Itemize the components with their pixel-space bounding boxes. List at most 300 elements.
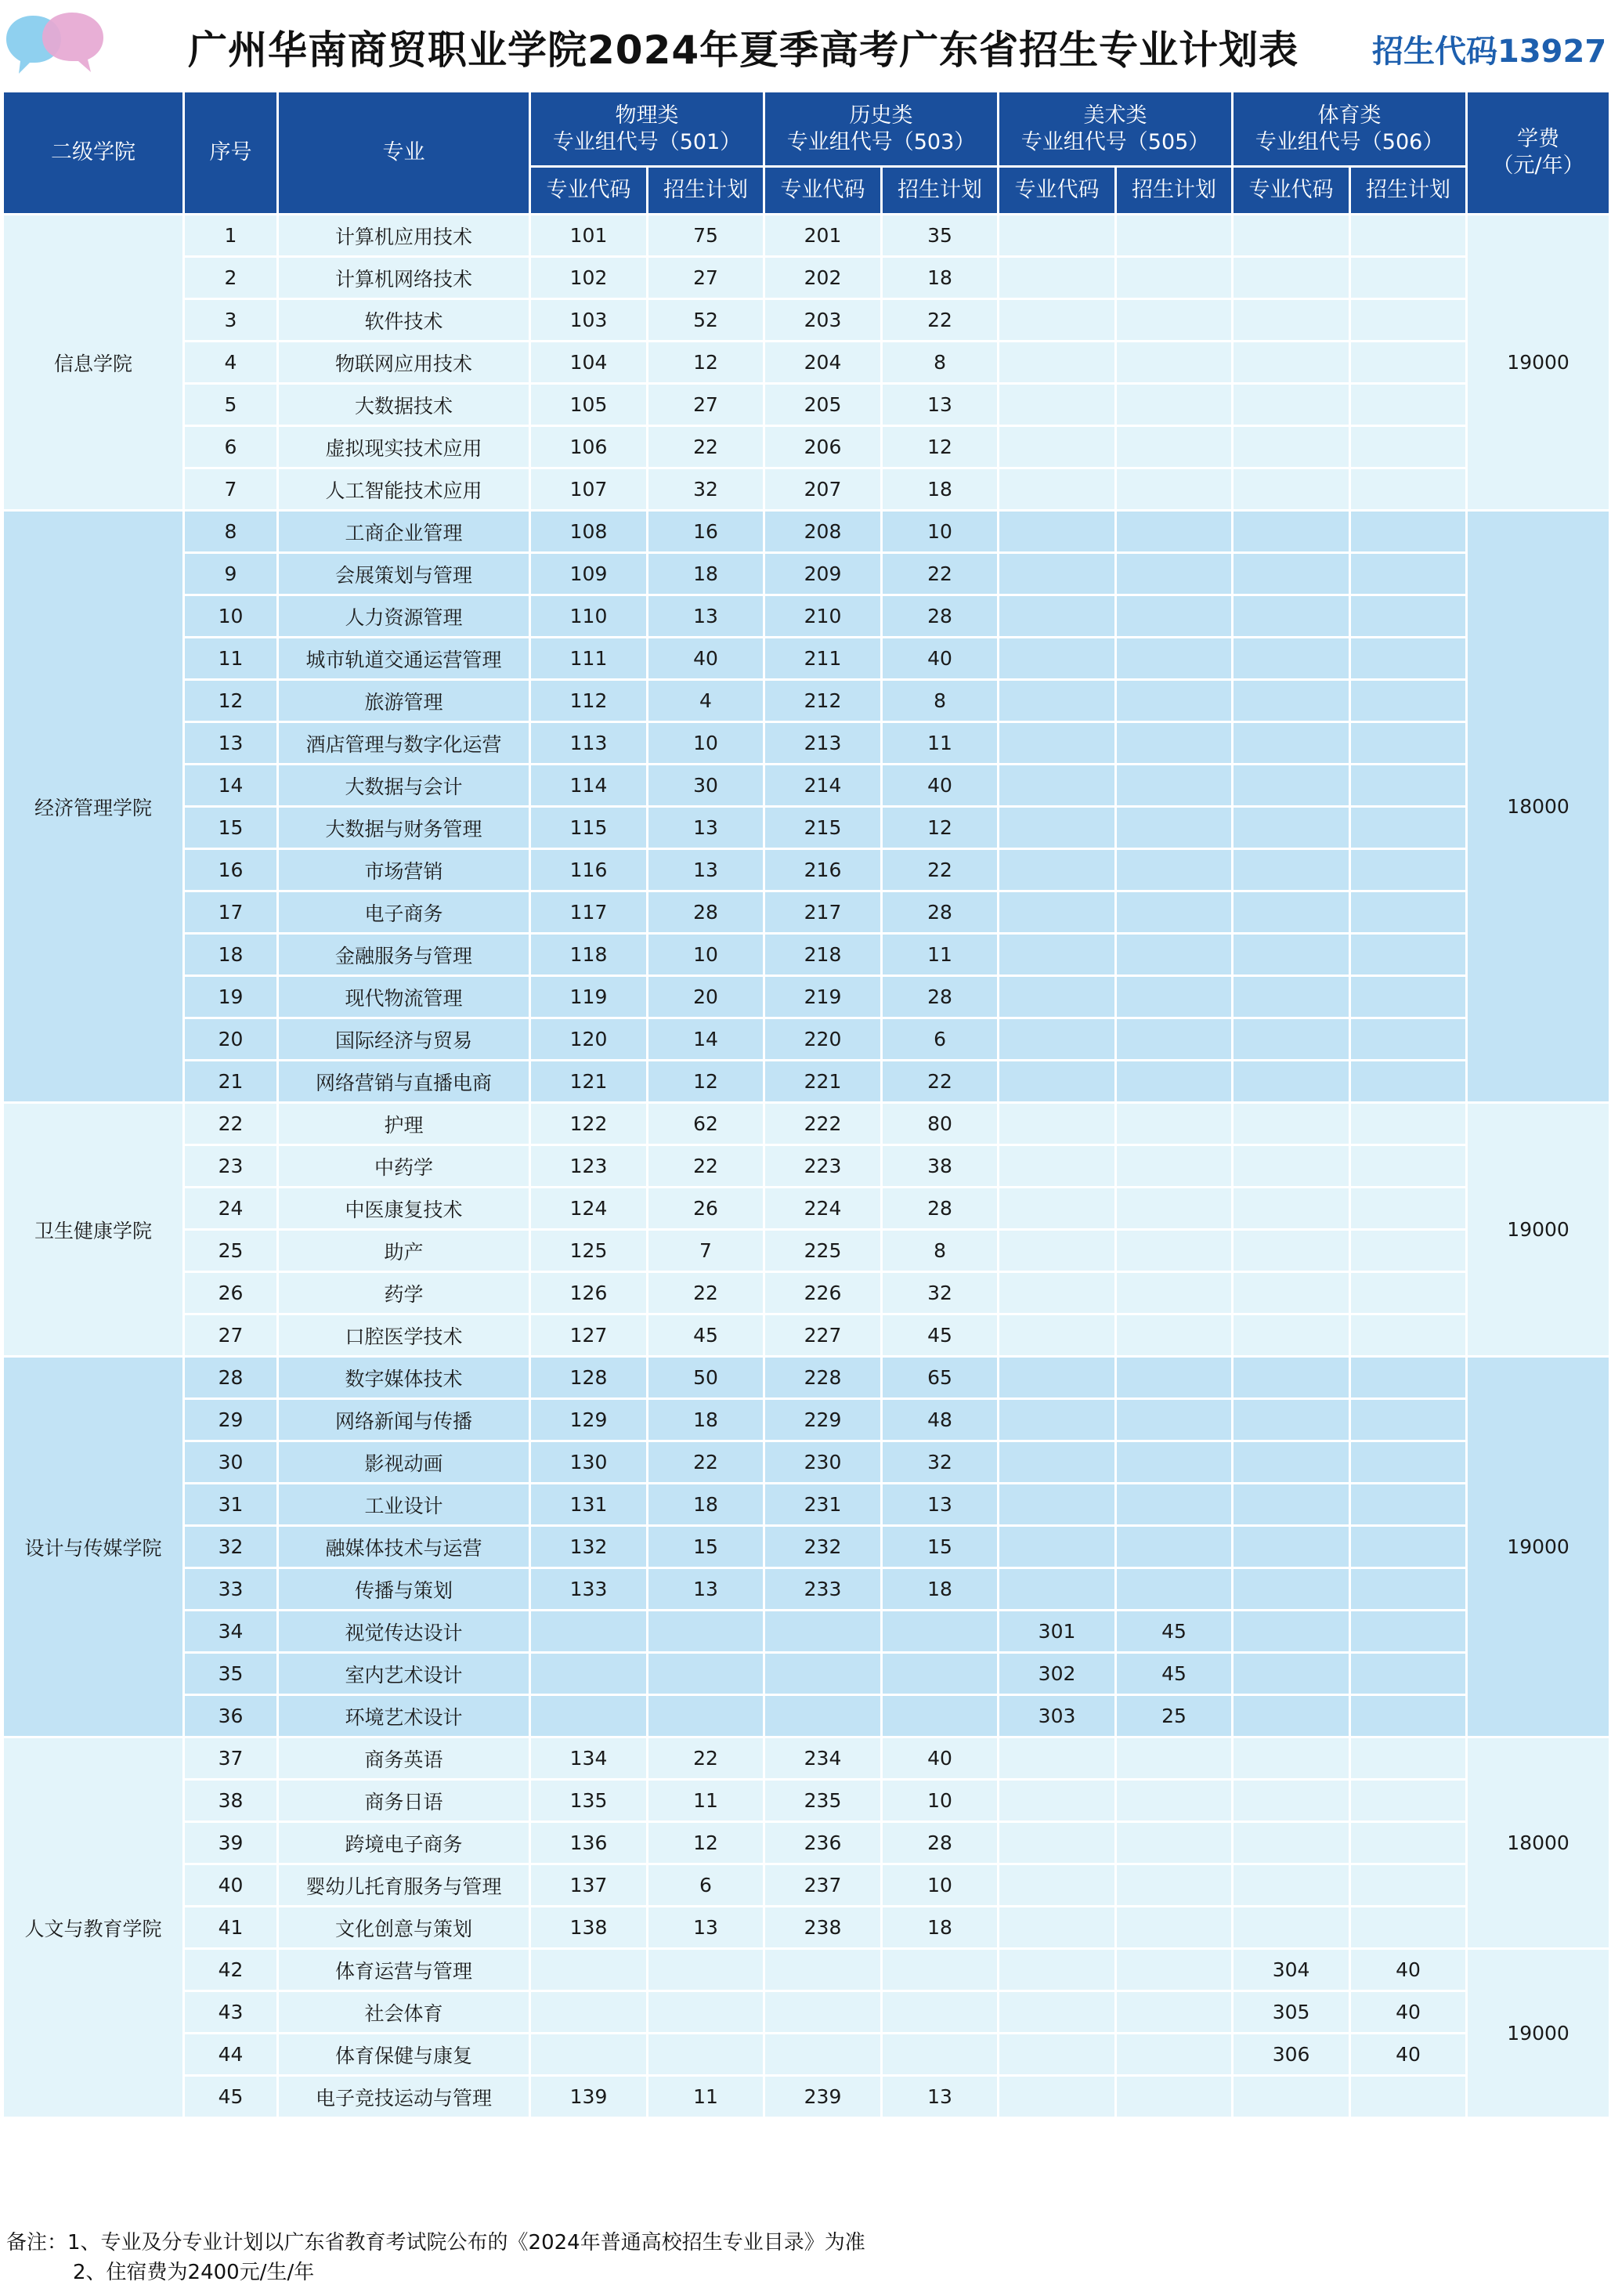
seq-cell: 40 [184,1864,278,1907]
major-cell: 融媒体技术与运营 [278,1526,530,1568]
sports-code-cell [1233,1907,1350,1949]
art-plan-cell [1116,426,1233,468]
art-code-cell [999,1568,1116,1611]
art-plan-cell [1116,722,1233,765]
history-plan-cell: 11 [882,934,999,976]
major-cell: 商务英语 [278,1737,530,1780]
major-cell: 视觉传达设计 [278,1611,530,1653]
recruit-code: 招生代码13927 [1372,34,1607,70]
table-row [3,1357,1610,1399]
major-cell: 酒店管理与数字化运营 [278,722,530,765]
sports-code-cell [1233,1653,1350,1695]
physics-code-cell: 106 [530,426,648,468]
art-code-cell [999,2034,1116,2076]
table-row [3,807,1610,849]
history-plan-cell: 40 [882,1737,999,1780]
sports-code-cell [1233,1272,1350,1314]
sports-plan-cell [1350,1484,1467,1526]
physics-plan-cell: 6 [648,1864,764,1907]
history-code-cell: 232 [764,1526,882,1568]
physics-code-cell: 124 [530,1188,648,1230]
sports-code-cell [1233,1441,1350,1484]
physics-plan-cell: 13 [648,807,764,849]
physics-code-cell: 129 [530,1399,648,1441]
table-row [3,468,1610,511]
col-header-major-code: 专业代码 [530,167,648,215]
physics-plan-cell: 12 [648,1822,764,1864]
art-code-cell [999,1357,1116,1399]
history-code-cell [764,1695,882,1737]
physics-code-cell: 120 [530,1018,648,1061]
col-header-plan: 招生计划 [648,167,764,215]
physics-plan-cell [648,1949,764,1991]
physics-code-cell: 117 [530,891,648,934]
art-plan-cell [1116,1357,1233,1399]
seq-cell: 4 [184,342,278,384]
table-row [3,426,1610,468]
sports-code-cell [1233,1484,1350,1526]
history-plan-cell: 28 [882,891,999,934]
physics-code-cell: 133 [530,1568,648,1611]
physics-code-cell: 116 [530,849,648,891]
seq-cell: 32 [184,1526,278,1568]
physics-plan-cell: 45 [648,1314,764,1357]
major-cell: 会展策划与管理 [278,553,530,595]
major-cell: 人力资源管理 [278,595,530,638]
history-plan-cell: 28 [882,1822,999,1864]
physics-code-cell: 136 [530,1822,648,1864]
seq-cell: 42 [184,1949,278,1991]
art-plan-cell [1116,1864,1233,1907]
seq-cell: 11 [184,638,278,680]
college-cell: 卫生健康学院 [3,1103,184,1357]
physics-plan-cell: 13 [648,1907,764,1949]
col-header-major-code: 专业代码 [1233,167,1350,215]
seq-cell: 26 [184,1272,278,1314]
art-code-cell [999,384,1116,426]
seq-cell: 45 [184,2076,278,2118]
physics-code-cell: 139 [530,2076,648,2118]
physics-code-cell: 119 [530,976,648,1018]
history-code-cell: 214 [764,765,882,807]
sports-plan-cell [1350,511,1467,553]
major-cell: 环境艺术设计 [278,1695,530,1737]
table-row [3,1272,1610,1314]
physics-code-cell: 101 [530,215,648,257]
physics-plan-cell: 20 [648,976,764,1018]
art-plan-cell [1116,680,1233,722]
history-plan-cell: 35 [882,215,999,257]
art-code-cell [999,1230,1116,1272]
group-code-label: 专业组代号（501） [552,129,742,154]
art-code-cell [999,511,1116,553]
major-cell: 网络营销与直播电商 [278,1061,530,1103]
history-code-cell [764,1949,882,1991]
major-cell: 物联网应用技术 [278,342,530,384]
sports-code-cell [1233,468,1350,511]
art-code-cell [999,1864,1116,1907]
physics-plan-cell [648,1653,764,1695]
physics-plan-cell: 13 [648,1568,764,1611]
sports-plan-cell [1350,680,1467,722]
major-cell: 商务日语 [278,1780,530,1822]
history-code-cell: 220 [764,1018,882,1061]
history-plan-cell [882,1653,999,1695]
history-code-cell: 217 [764,891,882,934]
col-header-plan: 招生计划 [1116,167,1233,215]
seq-cell: 14 [184,765,278,807]
history-code-cell: 205 [764,384,882,426]
table-row [3,2076,1610,2118]
art-plan-cell [1116,1230,1233,1272]
seq-cell: 17 [184,891,278,934]
physics-code-cell: 114 [530,765,648,807]
history-code-cell: 239 [764,2076,882,2118]
enrollment-plan-table [2,90,1611,2119]
sports-code-cell [1233,680,1350,722]
sports-code-cell [1233,1314,1350,1357]
art-code-cell [999,680,1116,722]
sports-code-cell [1233,1780,1350,1822]
table-row [3,765,1610,807]
art-plan-cell [1116,1399,1233,1441]
table-row [3,1568,1610,1611]
seq-cell: 18 [184,934,278,976]
table-row [3,1441,1610,1484]
sports-code-cell [1233,1611,1350,1653]
art-plan-cell [1116,1737,1233,1780]
tuition-cell: 19000 [1467,215,1610,511]
art-code-cell [999,976,1116,1018]
table-row [3,849,1610,891]
seq-cell: 38 [184,1780,278,1822]
art-plan-cell [1116,511,1233,553]
history-code-cell: 209 [764,553,882,595]
sports-plan-cell [1350,553,1467,595]
art-plan-cell [1116,1018,1233,1061]
history-plan-cell: 18 [882,257,999,299]
college-cell: 人文与教育学院 [3,1737,184,2118]
history-plan-cell: 11 [882,722,999,765]
art-code-cell [999,1399,1116,1441]
sports-plan-cell [1350,1780,1467,1822]
seq-cell: 7 [184,468,278,511]
seq-cell: 27 [184,1314,278,1357]
table-row [3,976,1610,1018]
art-code-cell [999,1822,1116,1864]
page-title: 广州华南商贸职业学院2024年夏季高考广东省招生专业计划表 [188,27,1299,73]
art-code-cell: 301 [999,1611,1116,1653]
tuition-label: 学费 [1517,127,1560,151]
major-cell: 影视动画 [278,1441,530,1484]
art-code-cell [999,722,1116,765]
seq-cell: 8 [184,511,278,553]
physics-code-cell: 104 [530,342,648,384]
physics-plan-cell: 62 [648,1103,764,1145]
physics-plan-cell: 18 [648,553,764,595]
seq-cell: 21 [184,1061,278,1103]
history-plan-cell: 28 [882,976,999,1018]
history-code-cell: 202 [764,257,882,299]
sports-code-cell [1233,765,1350,807]
art-plan-cell [1116,595,1233,638]
history-plan-cell: 10 [882,511,999,553]
major-cell: 大数据与财务管理 [278,807,530,849]
sports-plan-cell [1350,2076,1467,2118]
table-row [3,1907,1610,1949]
physics-code-cell [530,1991,648,2034]
tuition-unit: （元/年） [1492,154,1584,178]
seq-cell: 1 [184,215,278,257]
history-code-cell: 222 [764,1103,882,1145]
art-code-cell [999,1314,1116,1357]
history-code-cell: 213 [764,722,882,765]
major-cell: 大数据技术 [278,384,530,426]
art-code-cell [999,257,1116,299]
sports-plan-cell [1350,1357,1467,1399]
table-row [3,595,1610,638]
physics-code-cell: 111 [530,638,648,680]
sports-plan-cell [1350,1526,1467,1568]
table-row [3,1145,1610,1188]
seq-cell: 20 [184,1018,278,1061]
history-plan-cell: 8 [882,342,999,384]
seq-cell: 31 [184,1484,278,1526]
physics-plan-cell [648,1695,764,1737]
sports-plan-cell [1350,1061,1467,1103]
table-row [3,257,1610,299]
art-code-cell [999,468,1116,511]
history-code-cell: 231 [764,1484,882,1526]
sports-plan-cell [1350,722,1467,765]
history-plan-cell: 80 [882,1103,999,1145]
sports-plan-cell [1350,1441,1467,1484]
history-plan-cell: 65 [882,1357,999,1399]
art-code-cell [999,765,1116,807]
sports-code-cell [1233,215,1350,257]
sports-plan-cell [1350,468,1467,511]
history-code-cell: 230 [764,1441,882,1484]
table-row [3,215,1610,257]
art-plan-cell [1116,257,1233,299]
physics-code-cell: 110 [530,595,648,638]
art-plan-cell [1116,1188,1233,1230]
physics-plan-cell: 7 [648,1230,764,1272]
table-row [3,1399,1610,1441]
physics-code-cell: 137 [530,1864,648,1907]
sports-code-cell [1233,299,1350,342]
art-code-cell [999,1949,1116,1991]
table-row [3,722,1610,765]
physics-plan-cell: 16 [648,511,764,553]
major-cell: 国际经济与贸易 [278,1018,530,1061]
sports-code-cell [1233,1737,1350,1780]
physics-code-cell: 103 [530,299,648,342]
history-code-cell: 224 [764,1188,882,1230]
physics-code-cell: 123 [530,1145,648,1188]
tuition-cell: 18000 [1467,1737,1610,1949]
note-line: 2、住宿费为2400元/生/年 [73,2261,315,2284]
art-code-cell [999,1991,1116,2034]
sports-code-cell [1233,1822,1350,1864]
physics-code-cell: 112 [530,680,648,722]
seq-cell: 2 [184,257,278,299]
major-cell: 婴幼儿托育服务与管理 [278,1864,530,1907]
art-plan-cell [1116,807,1233,849]
seq-cell: 36 [184,1695,278,1737]
physics-code-cell: 102 [530,257,648,299]
physics-code-cell: 132 [530,1526,648,1568]
major-cell: 文化创意与策划 [278,1907,530,1949]
table-row [3,1822,1610,1864]
physics-plan-cell: 15 [648,1526,764,1568]
seq-cell: 24 [184,1188,278,1230]
physics-code-cell: 127 [530,1314,648,1357]
history-plan-cell: 40 [882,638,999,680]
major-cell: 城市轨道交通运营管理 [278,638,530,680]
history-code-cell: 228 [764,1357,882,1399]
table-body [3,215,1610,2118]
history-code-cell [764,1611,882,1653]
group-header-sports [1233,92,1467,167]
seq-cell: 37 [184,1737,278,1780]
seq-cell: 39 [184,1822,278,1864]
tuition-cell: 19000 [1467,1103,1610,1357]
major-cell: 体育保健与康复 [278,2034,530,2076]
history-plan-cell [882,1991,999,2034]
physics-code-cell: 126 [530,1272,648,1314]
history-plan-cell: 12 [882,426,999,468]
seq-cell: 6 [184,426,278,468]
art-plan-cell [1116,1441,1233,1484]
physics-code-cell: 121 [530,1061,648,1103]
art-code-cell [999,638,1116,680]
col-header-seq: 序号 [184,92,278,215]
physics-plan-cell: 27 [648,384,764,426]
physics-plan-cell: 40 [648,638,764,680]
history-code-cell: 235 [764,1780,882,1822]
seq-cell: 19 [184,976,278,1018]
sports-code-cell [1233,976,1350,1018]
sports-plan-cell [1350,342,1467,384]
physics-plan-cell: 22 [648,1272,764,1314]
history-code-cell: 211 [764,638,882,680]
history-code-cell: 237 [764,1864,882,1907]
major-cell: 电子商务 [278,891,530,934]
sports-plan-cell [1350,1272,1467,1314]
table-row [3,342,1610,384]
seq-cell: 3 [184,299,278,342]
sports-plan-cell: 40 [1350,1991,1467,2034]
history-plan-cell [882,1949,999,1991]
physics-plan-cell: 11 [648,2076,764,2118]
art-code-cell [999,426,1116,468]
physics-plan-cell: 28 [648,891,764,934]
major-cell: 软件技术 [278,299,530,342]
college-cell: 信息学院 [3,215,184,511]
physics-plan-cell: 4 [648,680,764,722]
group-code-label: 专业组代号（506） [1255,129,1444,154]
art-code-cell [999,342,1116,384]
notes [6,2228,1604,2287]
col-header-major: 专业 [278,92,530,215]
sports-code-cell [1233,849,1350,891]
major-cell: 口腔医学技术 [278,1314,530,1357]
art-plan-cell [1116,2076,1233,2118]
table-row [3,1949,1610,1991]
art-plan-cell [1116,1949,1233,1991]
major-cell: 网络新闻与传播 [278,1399,530,1441]
col-header-college: 二级学院 [3,92,184,215]
history-plan-cell: 10 [882,1780,999,1822]
art-code-cell [999,2076,1116,2118]
history-code-cell: 227 [764,1314,882,1357]
table-row [3,1103,1610,1145]
art-plan-cell [1116,384,1233,426]
art-plan-cell [1116,849,1233,891]
major-cell: 中医康复技术 [278,1188,530,1230]
sports-code-cell [1233,1568,1350,1611]
physics-plan-cell: 14 [648,1018,764,1061]
chat-bubbles-logo-icon [6,11,103,77]
sports-plan-cell [1350,1611,1467,1653]
art-plan-cell [1116,1907,1233,1949]
history-plan-cell: 22 [882,299,999,342]
sports-plan-cell: 40 [1350,1949,1467,1991]
sports-plan-cell [1350,934,1467,976]
physics-plan-cell: 27 [648,257,764,299]
major-cell: 护理 [278,1103,530,1145]
physics-plan-cell: 18 [648,1399,764,1441]
sports-plan-cell [1350,1230,1467,1272]
art-plan-cell: 25 [1116,1695,1233,1737]
art-plan-cell [1116,2034,1233,2076]
group-name: 美术类 [1083,103,1147,128]
major-cell: 市场营销 [278,849,530,891]
physics-plan-cell: 75 [648,215,764,257]
table-row [3,1991,1610,2034]
major-cell: 人工智能技术应用 [278,468,530,511]
history-plan-cell: 22 [882,553,999,595]
history-plan-cell: 32 [882,1272,999,1314]
sports-code-cell [1233,934,1350,976]
history-code-cell: 203 [764,299,882,342]
sports-code-cell [1233,807,1350,849]
major-cell: 室内艺术设计 [278,1653,530,1695]
col-header-plan: 招生计划 [882,167,999,215]
sports-code-cell [1233,511,1350,553]
major-cell: 金融服务与管理 [278,934,530,976]
sports-code-cell [1233,1061,1350,1103]
art-code-cell [999,1526,1116,1568]
sports-plan-cell [1350,257,1467,299]
art-plan-cell [1116,299,1233,342]
sports-code-cell [1233,1399,1350,1441]
history-code-cell: 206 [764,426,882,468]
group-header-art [999,92,1233,167]
group-header-physics [530,92,764,167]
table-row [3,1611,1610,1653]
seq-cell: 43 [184,1991,278,2034]
history-code-cell: 221 [764,1061,882,1103]
sports-plan-cell [1350,1568,1467,1611]
group-name: 历史类 [849,103,913,128]
history-code-cell: 223 [764,1145,882,1188]
seq-cell: 35 [184,1653,278,1695]
history-plan-cell: 48 [882,1399,999,1441]
physics-plan-cell: 22 [648,1441,764,1484]
art-code-cell [999,553,1116,595]
